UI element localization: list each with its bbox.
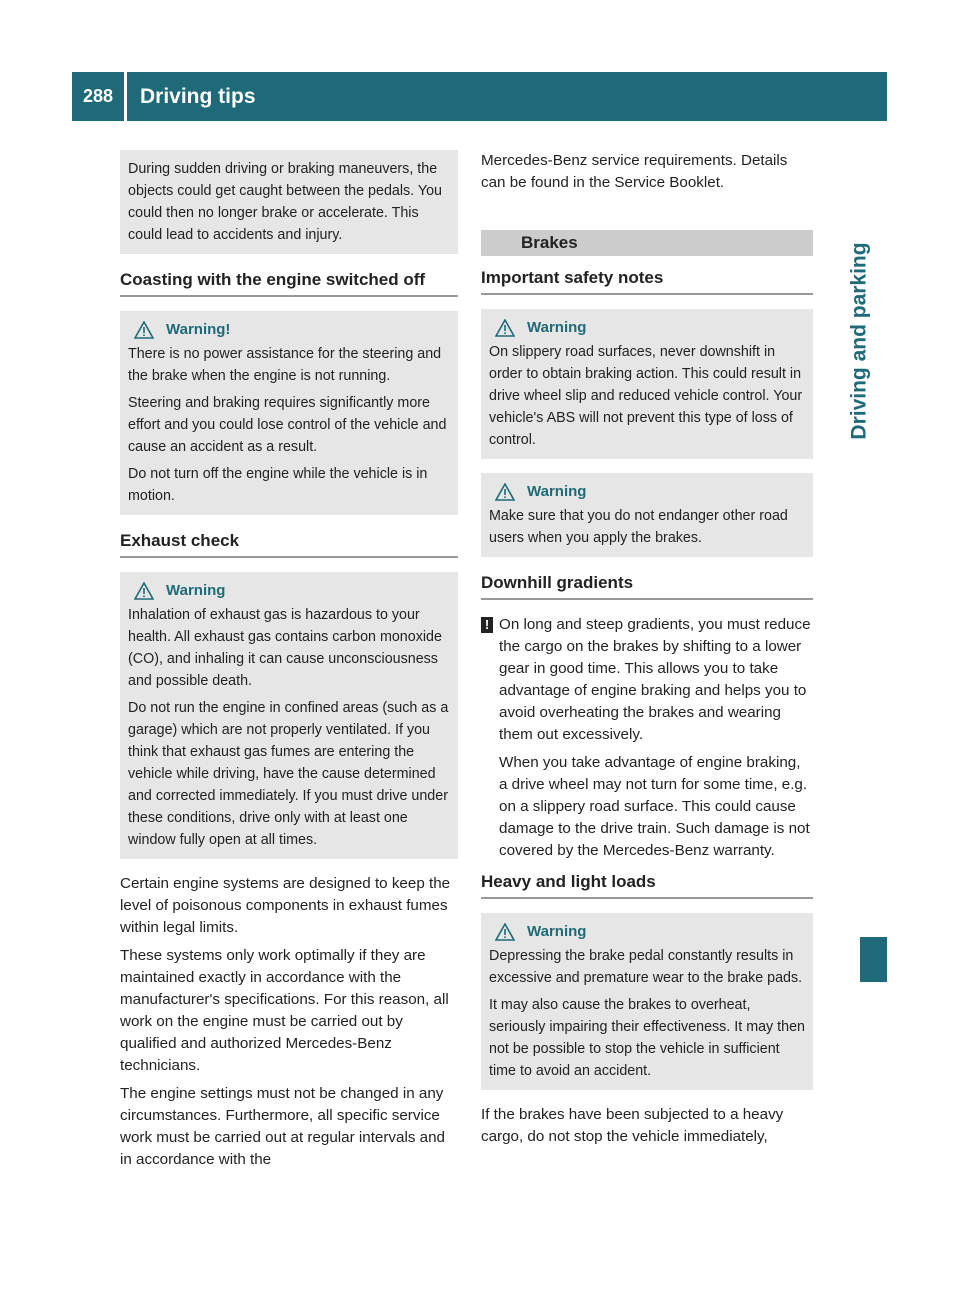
exclamation-notice-icon: ! [481, 617, 493, 633]
warning-triangle-icon [495, 319, 515, 337]
intro-note-text: During sudden driving or braking maneuvers, the objects could get caught between the pedals. You could then no longer brake or accelerate. This could lead to accidents and injury. [128, 161, 442, 243]
exhaust-body-p3: The engine settings must not be changed in any circumstances. Furthermore, all specific service work must be carried out at regular intervals and in accordance with the [120, 1085, 445, 1168]
exhaust-body-p1: Certain engine systems are designed to keep the level of poisonous components in exhaust fumes within legal limits. [120, 875, 451, 936]
coasting-warning-title: Warning! [166, 321, 231, 338]
safety-warning-2 [481, 473, 813, 557]
coasting-warning-p2: Steering and braking requires significantly more effort and you could lose control of the vehicle and cause an accident as a result. [128, 395, 447, 455]
exhaust-warning-p1: Inhalation of exhaust gas is hazardous to your health. All exhaust gas contains carbon monoxide (CO), and inhaling it can cause unconsciousness and possible death. [128, 607, 442, 689]
coasting-warning-header [128, 319, 450, 341]
warning-triangle-icon [134, 582, 154, 600]
downhill-notice [481, 614, 813, 862]
right-column [481, 150, 813, 1154]
safety-warning-2-text: Make sure that you do not endanger other road users when you apply the brakes. [489, 508, 788, 546]
loads-warning-title: Warning [527, 923, 587, 940]
exhaust-body-p2: These systems only work optimally if they are maintained exactly in accordance with the manufacturer's specifications. For this reason, all work on the engine must be carried out by qualified and authorized Mercedes-Benz technicians. [120, 947, 449, 1074]
coasting-heading: Coasting with the engine switched off [120, 268, 458, 297]
chapter-title: Driving tips [140, 84, 256, 108]
exhaust-warning [120, 572, 458, 859]
exhaust-warning-title: Warning [166, 582, 226, 599]
exhaust-heading: Exhaust check [120, 529, 458, 558]
coasting-warning-p1: There is no power assistance for the steering and the brake when the engine is not running. [128, 346, 442, 384]
header-divider [124, 72, 127, 121]
safety-warning-1-title: Warning [527, 319, 587, 336]
side-tab-label-wrap [832, 121, 887, 561]
exhaust-warning-p2: Do not run the engine in confined areas (such as a garage) which are not properly ventilated. If you think that exhaust gas fumes are entering the vehicle while driving, have the cause determined and corrected immediately. If you must drive under these conditions, drive only with at least one window fully open at all times. [128, 700, 449, 848]
downhill-heading: Downhill gradients [481, 571, 813, 600]
loads-body: If the brakes have been subjected to a heavy cargo, do not stop the vehicle immediately, [481, 1106, 784, 1145]
warning-triangle-icon [134, 321, 154, 339]
safety-heading: Important safety notes [481, 266, 813, 295]
safety-warning-2-title: Warning [527, 483, 587, 500]
coasting-warning [120, 311, 458, 515]
loads-warning [481, 913, 813, 1090]
page-number: 288 [82, 86, 114, 106]
downhill-notice-p1: On long and steep gradients, you must reduce the cargo on the brakes by shifting to a lower gear in good time. This allows you to take advantage of engine braking and helps you to avoid overheating the brakes and wearing them out excessively. [499, 616, 811, 743]
coasting-warning-p3: Do not turn off the engine while the vehicle is in motion. [128, 466, 428, 504]
loads-warning-header [489, 921, 805, 943]
safety-warning-1-header [489, 317, 805, 339]
downhill-notice-p2: When you take advantage of engine braking, a drive wheel may not turn for some time, e.g. on a slippery road surface. This could cause damage to the drive train. Such damage is not covered by the Mercedes-Benz warranty. [499, 754, 810, 859]
left-column [120, 150, 458, 1177]
safety-warning-2-header [489, 481, 805, 503]
safety-warning-1-text: On slippery road surfaces, never downshift in order to obtain braking action. This could result in drive wheel slip and reduced vehicle control. Your vehicle's ABS will not prevent this type of loss of control. [489, 344, 803, 448]
exhaust-warning-header [128, 580, 450, 602]
side-tab-marker [860, 937, 887, 982]
side-tab-label: Driving and parking [847, 242, 871, 440]
intro-note [120, 150, 458, 254]
loads-warning-p2: It may also cause the brakes to overheat, seriously impairing their effectiveness. It may then not be possible to stop the vehicle in sufficient time to avoid an accident. [489, 997, 805, 1079]
warning-triangle-icon [495, 483, 515, 501]
safety-warning-1 [481, 309, 813, 459]
loads-heading: Heavy and light loads [481, 870, 813, 899]
continuation-text: Mercedes-Benz service requirements. Details can be found in the Service Booklet. [481, 152, 788, 191]
brakes-section-bar: Brakes [481, 230, 813, 256]
loads-warning-p1: Depressing the brake pedal constantly results in excessive and premature wear to the brake pads. [489, 948, 803, 986]
warning-triangle-icon [495, 923, 515, 941]
